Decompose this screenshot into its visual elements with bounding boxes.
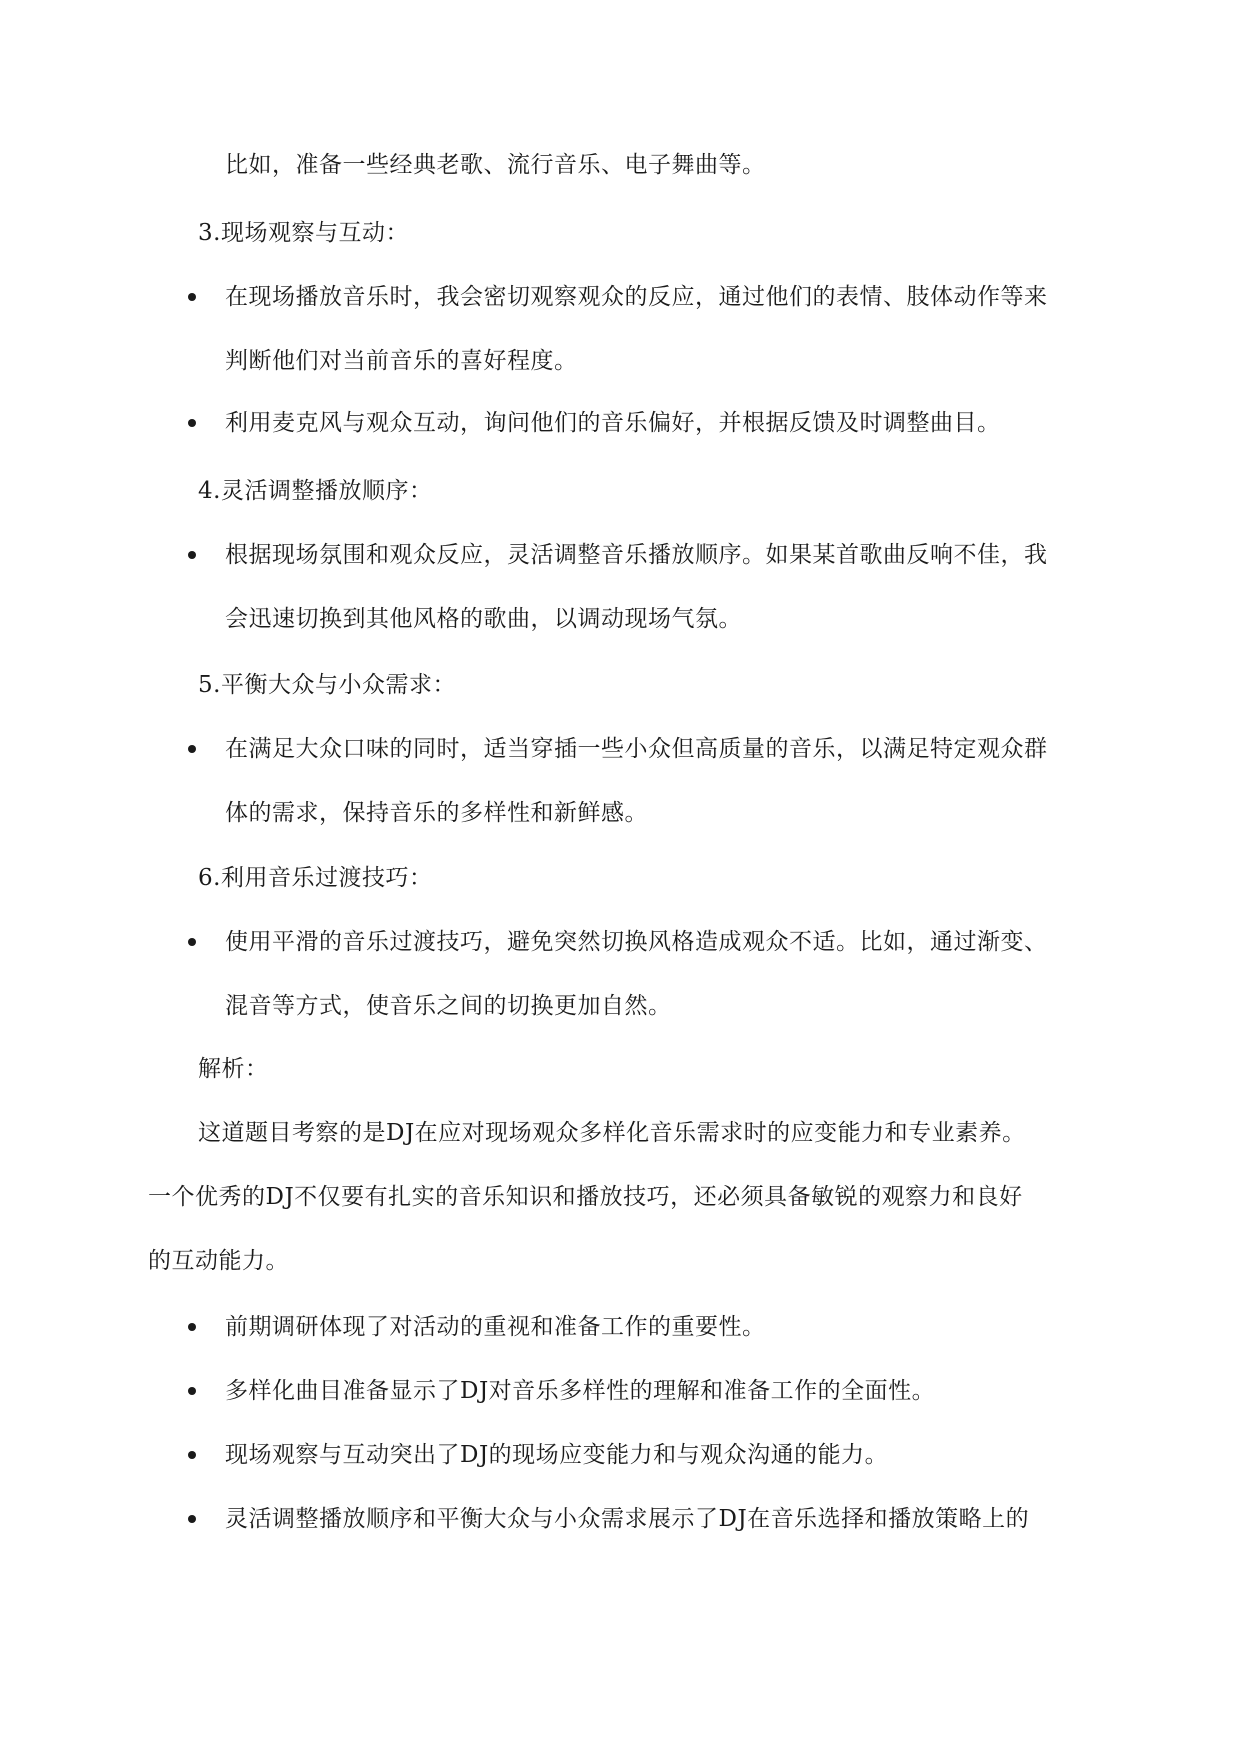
- bullet-icon: [188, 1323, 196, 1331]
- bullet-icon: [188, 938, 196, 946]
- bullet-continuation: 判断他们对当前音乐的喜好程度。: [225, 348, 578, 374]
- bullet-continuation: 体的需求，保持音乐的多样性和新鲜感。: [225, 800, 648, 826]
- bullet-text: 前期调研体现了对活动的重视和准备工作的重要性。: [225, 1314, 766, 1340]
- bullet-text: 现场观察与互动突出了DJ的现场应变能力和与观众沟通的能力。: [225, 1442, 889, 1468]
- bullet-continuation: 比如，准备一些经典老歌、流行音乐、电子舞曲等。: [225, 152, 766, 178]
- bullet-text: 在现场播放音乐时，我会密切观察观众的反应，通过他们的表情、肢体动作等来: [225, 284, 1048, 310]
- section-heading: 5.平衡大众与小众需求：: [198, 672, 456, 698]
- bullet-text: 在满足大众口味的同时，适当穿插一些小众但高质量的音乐，以满足特定观众群: [225, 736, 1048, 762]
- section-heading: 6.利用音乐过渡技巧：: [198, 865, 433, 891]
- section-heading: 4.灵活调整播放顺序：: [198, 478, 433, 504]
- bullet-text: 灵活调整播放顺序和平衡大众与小众需求展示了DJ在音乐选择和播放策略上的: [225, 1506, 1030, 1532]
- bullet-text: 使用平滑的音乐过渡技巧，避免突然切换风格造成观众不适。比如，通过渐变、: [225, 929, 1048, 955]
- paragraph-line: 这道题目考察的是DJ在应对现场观众多样化音乐需求时的应变能力和专业素养。: [198, 1120, 1026, 1146]
- bullet-continuation: 会迅速切换到其他风格的歌曲，以调动现场气氛。: [225, 606, 742, 632]
- bullet-text: 利用麦克风与观众互动，询问他们的音乐偏好，并根据反馈及时调整曲目。: [225, 410, 1001, 436]
- bullet-icon: [188, 551, 196, 559]
- bullet-icon: [188, 1515, 196, 1523]
- paragraph-line: 一个优秀的DJ不仅要有扎实的音乐知识和播放技巧，还必须具备敏锐的观察力和良好: [148, 1184, 1023, 1210]
- section-heading: 3.现场观察与互动：: [198, 220, 409, 246]
- bullet-icon: [188, 1387, 196, 1395]
- bullet-icon: [188, 419, 196, 427]
- bullet-icon: [188, 745, 196, 753]
- bullet-text: 根据现场氛围和观众反应，灵活调整音乐播放顺序。如果某首歌曲反响不佳，我: [225, 542, 1048, 568]
- paragraph-line: 的互动能力。: [148, 1248, 289, 1274]
- bullet-icon: [188, 293, 196, 301]
- bullet-text: 多样化曲目准备显示了DJ对音乐多样性的理解和准备工作的全面性。: [225, 1378, 936, 1404]
- bullet-icon: [188, 1451, 196, 1459]
- analysis-heading: 解析：: [198, 1056, 269, 1082]
- bullet-continuation: 混音等方式，使音乐之间的切换更加自然。: [225, 993, 672, 1019]
